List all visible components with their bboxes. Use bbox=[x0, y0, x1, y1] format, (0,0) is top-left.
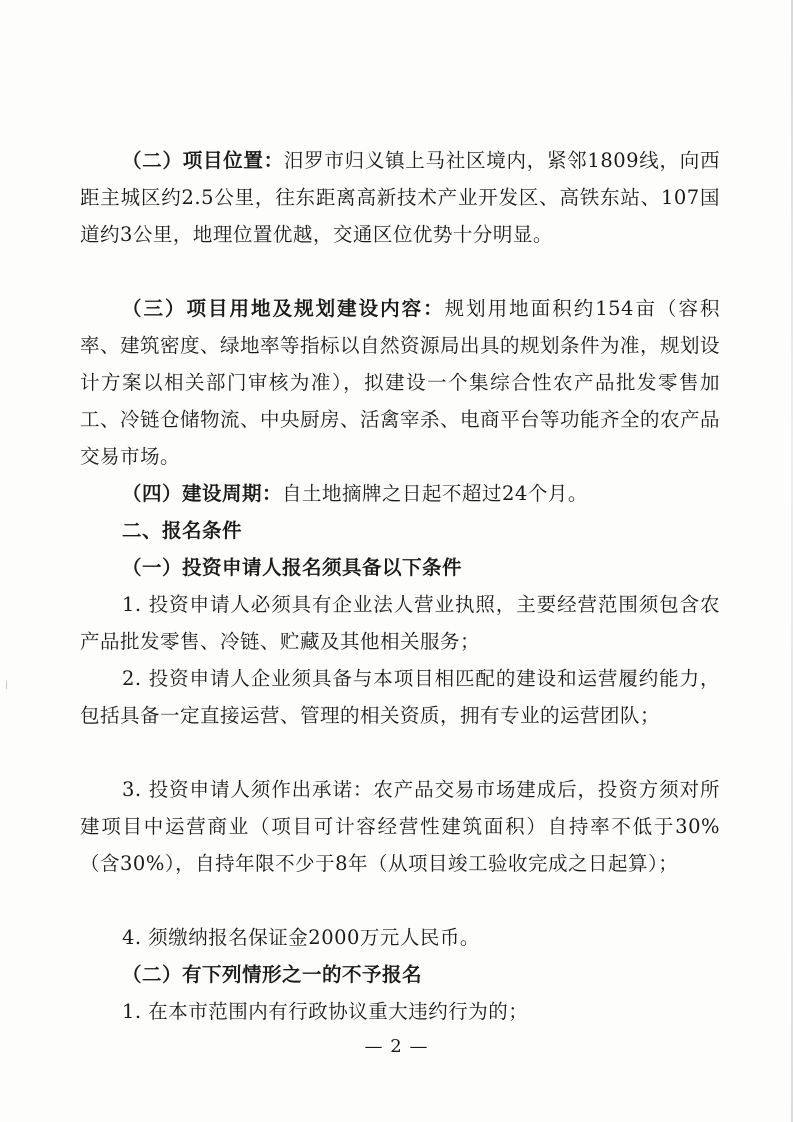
label-construction-period: （四）建设周期： bbox=[122, 482, 283, 505]
paragraph-land-and-planning bbox=[80, 290, 720, 475]
condition-item: 1. 投资申请人必须具有企业法人营业执照，主要经营范围须包含农产品批发零售、冷链、贮藏及其他相关服务； bbox=[80, 593, 720, 653]
paragraph-construction-period bbox=[80, 475, 720, 512]
condition-item: 4. 须缴纳报名保证金2000万元人民币。 bbox=[122, 926, 480, 949]
scan-margin-mark bbox=[6, 681, 11, 689]
exclusion-item: 1. 在本市范围内有行政协议重大违约行为的； bbox=[122, 1000, 529, 1023]
text-project-location: 汨罗市归义镇上马社区境内，紧邻1809线，向西距主城区约2.5公里，往东距离高新技术产业开发区、高铁东站、107国道约3公里，地理位置优越，交通区位优势十分明显。 bbox=[80, 149, 720, 246]
label-project-location: （二）项目位置： bbox=[122, 149, 284, 172]
paragraph-project-location bbox=[80, 142, 720, 253]
label-land-and-planning: （三）项目用地及规划建设内容： bbox=[122, 297, 445, 320]
condition-item: 3. 投资申请人须作出承诺：农产品交易市场建成后，投资方须对所建项目中运营商业（项目可计容经营性建筑面积）自持率不低于30%（含30%），自持年限不少于8年（从项目竣工验收完成之日起算）； bbox=[80, 778, 720, 875]
section-heading-registration: 二、报名条件 bbox=[122, 519, 243, 542]
text-land-and-planning: 规划用地面积约154亩（容积率、建筑密度、绿地率等指标以自然资源局出具的规划条件为准，规划设计方案以相关部门审核为准），拟建设一个集综合性农产品批发零售加工、冷链仓储物流、中央厨房、活禽宰杀、电商平台等功能齐全的农产品交易市场。 bbox=[80, 297, 721, 468]
text-construction-period: 自土地摘牌之日起不超过24个月。 bbox=[282, 482, 588, 505]
sub-heading-exclusions: （二）有下列情形之一的不予报名 bbox=[122, 963, 423, 986]
condition-item: 2. 投资申请人企业须具备与本项目相匹配的建设和运营履约能力，包括具备一定直接运营、管理的相关资质，拥有专业的运营团队； bbox=[80, 667, 720, 727]
sub-heading-eligibility: （一）投资申请人报名须具备以下条件 bbox=[122, 556, 463, 579]
page-number: — 2 — bbox=[364, 1036, 429, 1057]
